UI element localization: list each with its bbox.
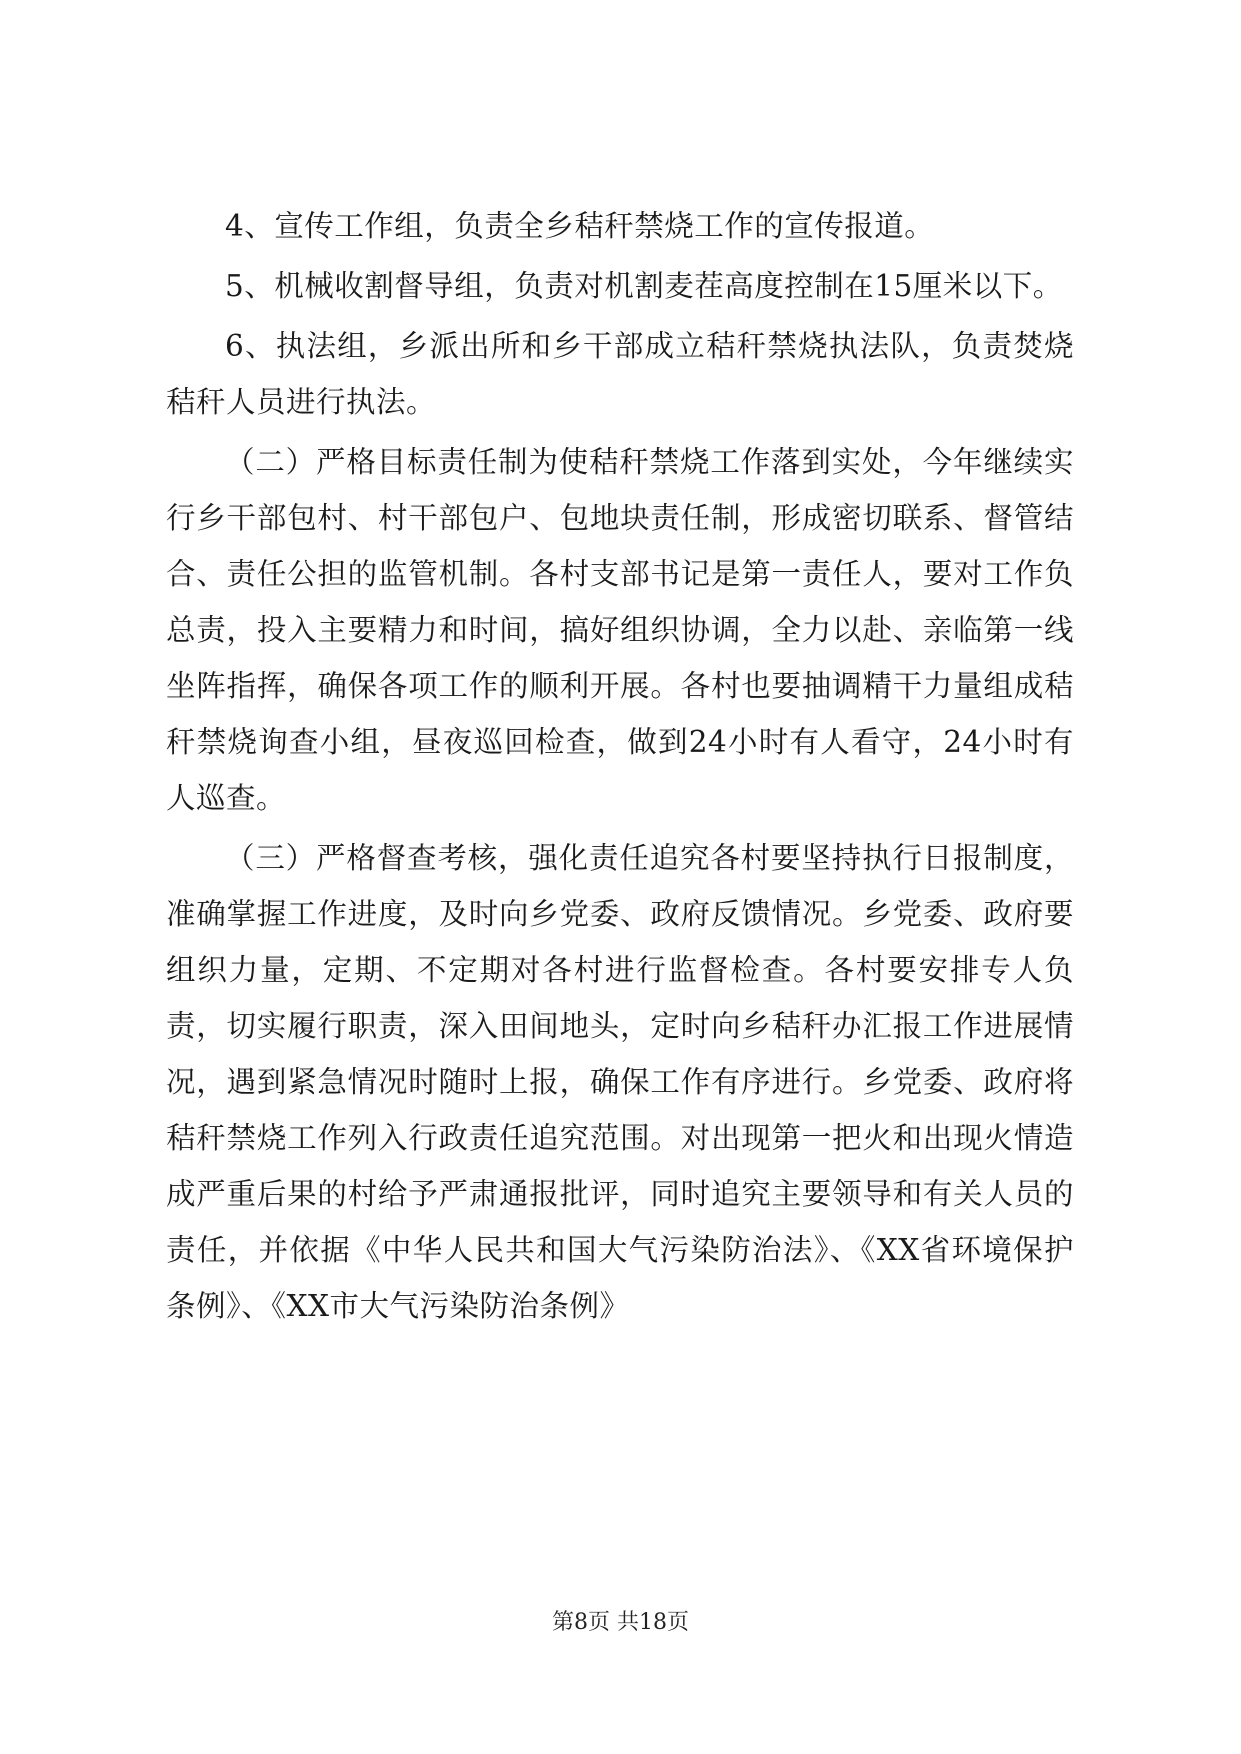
paragraph-target-responsibility: （二）严格目标责任制为使秸秆禁烧工作落到实处，今年继续实行乡干部包村、村干部包户、包地块责任制，形成密切联系、督管结合、责任公担的监管机制。各村支部书记是第一责任人，要对工作负总责，投入主要精力和时间，搞好组织协调，全力以赴、亲临第一线坐阵指挥，确保各项工作的顺利开展。各村也要抽调精干力量组成秸秆禁烧询查小组，昼夜巡回检查，做到24小时有人看守，24小时有人巡查。 xyxy=(166,445,1074,815)
paragraph-law-enforcement-group: 6、执法组，乡派出所和乡干部成立秸秆禁烧执法队，负责焚烧秸秆人员进行执法。 xyxy=(166,329,1074,419)
document-body xyxy=(166,198,1074,1338)
paragraph-inspection-accountability: （三）严格督查考核，强化责任追究各村要坚持执行日报制度，准确掌握工作进度，及时向乡党委、政府反馈情况。乡党委、政府要组织力量，定期、不定期对各村进行监督检查。各村要安排专人负责，切实履行职责，深入田间地头，定时向乡秸秆办汇报工作进展情况，遇到紧急情况时随时上报，确保工作有序进行。乡党委、政府将秸秆禁烧工作列入行政责任追究范围。对出现第一把火和出现火情造成严重后果的村给予严肃通报批评，同时追究主要领导和有关人员的责任，并依据《中华人民共和国大气污染防治法》、《XX省环境保护条例》、《XX市大气污染防治条例》 xyxy=(166,841,1074,1323)
page-number-footer: 第8页 共18页 xyxy=(552,1610,689,1635)
paragraph-harvest-supervision-group: 5、机械收割督导组，负责对机割麦茬高度控制在15厘米以下。 xyxy=(225,269,1063,303)
paragraph-publicity-group: 4、宣传工作组，负责全乡秸秆禁烧工作的宣传报道。 xyxy=(225,209,935,243)
